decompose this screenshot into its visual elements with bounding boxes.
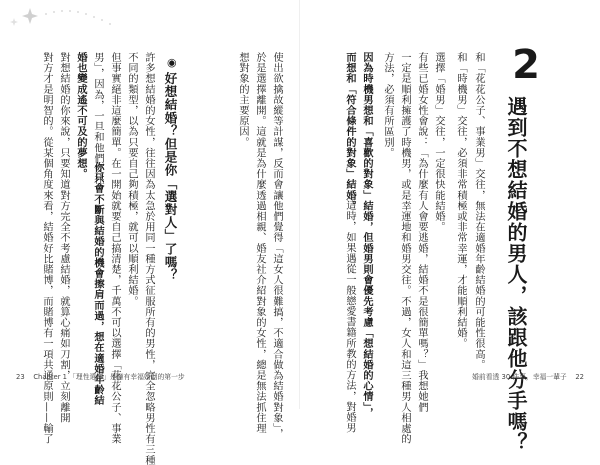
body-paragraph-line: 這時，如果遇從一般戀愛書籍所教的方法，對婚男 [344, 200, 355, 434]
body-paragraph-line: 有些已婚女性會說：「為什麼有人會要逃婚，結婚不是很簡單嗎？」我想她們 [416, 52, 427, 413]
left-page-number: 23 [16, 373, 25, 381]
body-paragraph-line: 選擇「婚男」交往，一定很快能結婚。 [433, 52, 444, 233]
emphasis-line: 因為時機男想和「喜歡的對象」結婚，但婚男則會優先考慮「想結婚的心情」， [361, 52, 373, 418]
chapter-title: 遇到不想結婚的男人，該跟他分手嗎？ [504, 96, 528, 453]
sparkle-decoration-icon [2, 2, 132, 42]
body-paragraph-line: 許多想結婚的女性，往往因為太急於用同一種方式征服所有的男性，完全忽略男性有三種 [143, 52, 154, 465]
section-heading: 好想結婚？但是你「選對人」了嗎？ [163, 72, 178, 282]
body-paragraph-line: 對方才是明智的。從某個角度來看，結婚好比賭博，而賭博有一項共通原則——輸了 [41, 52, 52, 445]
body-paragraph-line: 男」，因為，一旦和他們交往， [92, 52, 103, 196]
body-paragraph-line: 和「花花公子、事業男」交往，無法在適婚年齡結婚的可能性很高。 [473, 52, 484, 370]
body-paragraph-line: 使出欲擒故縱等計謀，反而會讓他們覺得「這女人很難搞，不適合做為結婚對象」， [271, 52, 282, 440]
left-page-footer [16, 371, 185, 381]
section-bullet-icon: ◉ [167, 56, 177, 69]
body-paragraph-line: 和「時機男」交往，必須非常積極或非常幸運，才能順利結婚。 [455, 52, 466, 349]
right-page-number: 22 [575, 373, 584, 381]
body-paragraph-line: 想對象的主要原因。 [237, 52, 248, 148]
body-paragraph-line: 不同的類型，以為只要自己夠積極，就可以順利結婚。 [126, 52, 137, 307]
emphasis-line: 你只會不斷與結婚的機會擦肩而過，想在適婚年齡結 [92, 162, 104, 406]
right-page-footer [472, 371, 584, 381]
body-paragraph-line: 於是選擇離開。這就是為什麼透過相親、婚友社介紹對象的女性，總是無法抓住理 [254, 52, 265, 434]
right-running-head: 婚前看透 30 件事，幸福一輩子 [472, 373, 567, 381]
body-paragraph-line: 但事實絕非這麼簡單。在一開始就要自己搞清楚，千萬不可以選擇「花花公子、事業 [109, 52, 120, 445]
left-running-head: Chapter 1 「理性選擇」是擁有幸福婚姻的第一步 [33, 373, 185, 381]
body-paragraph-line: 一定是順利擁護了時機男，或是幸運地和婚男交往。不過，女人和這三種男人相處的 [399, 52, 410, 445]
body-paragraph-line: 方法，必須有所區別。 [382, 52, 393, 158]
body-paragraph-line: 對想結婚的你來說，只要知道對方完全不考慮結婚，就算心痛如刀割，立刻離開 [58, 52, 69, 423]
emphasis-line: 而想和「符合條件的對象」結婚。 [344, 52, 356, 211]
chapter-number: 2 [512, 42, 540, 88]
book-spine [299, 0, 300, 409]
emphasis-line: 婚也變成遙不可及的夢想。 [75, 52, 87, 180]
